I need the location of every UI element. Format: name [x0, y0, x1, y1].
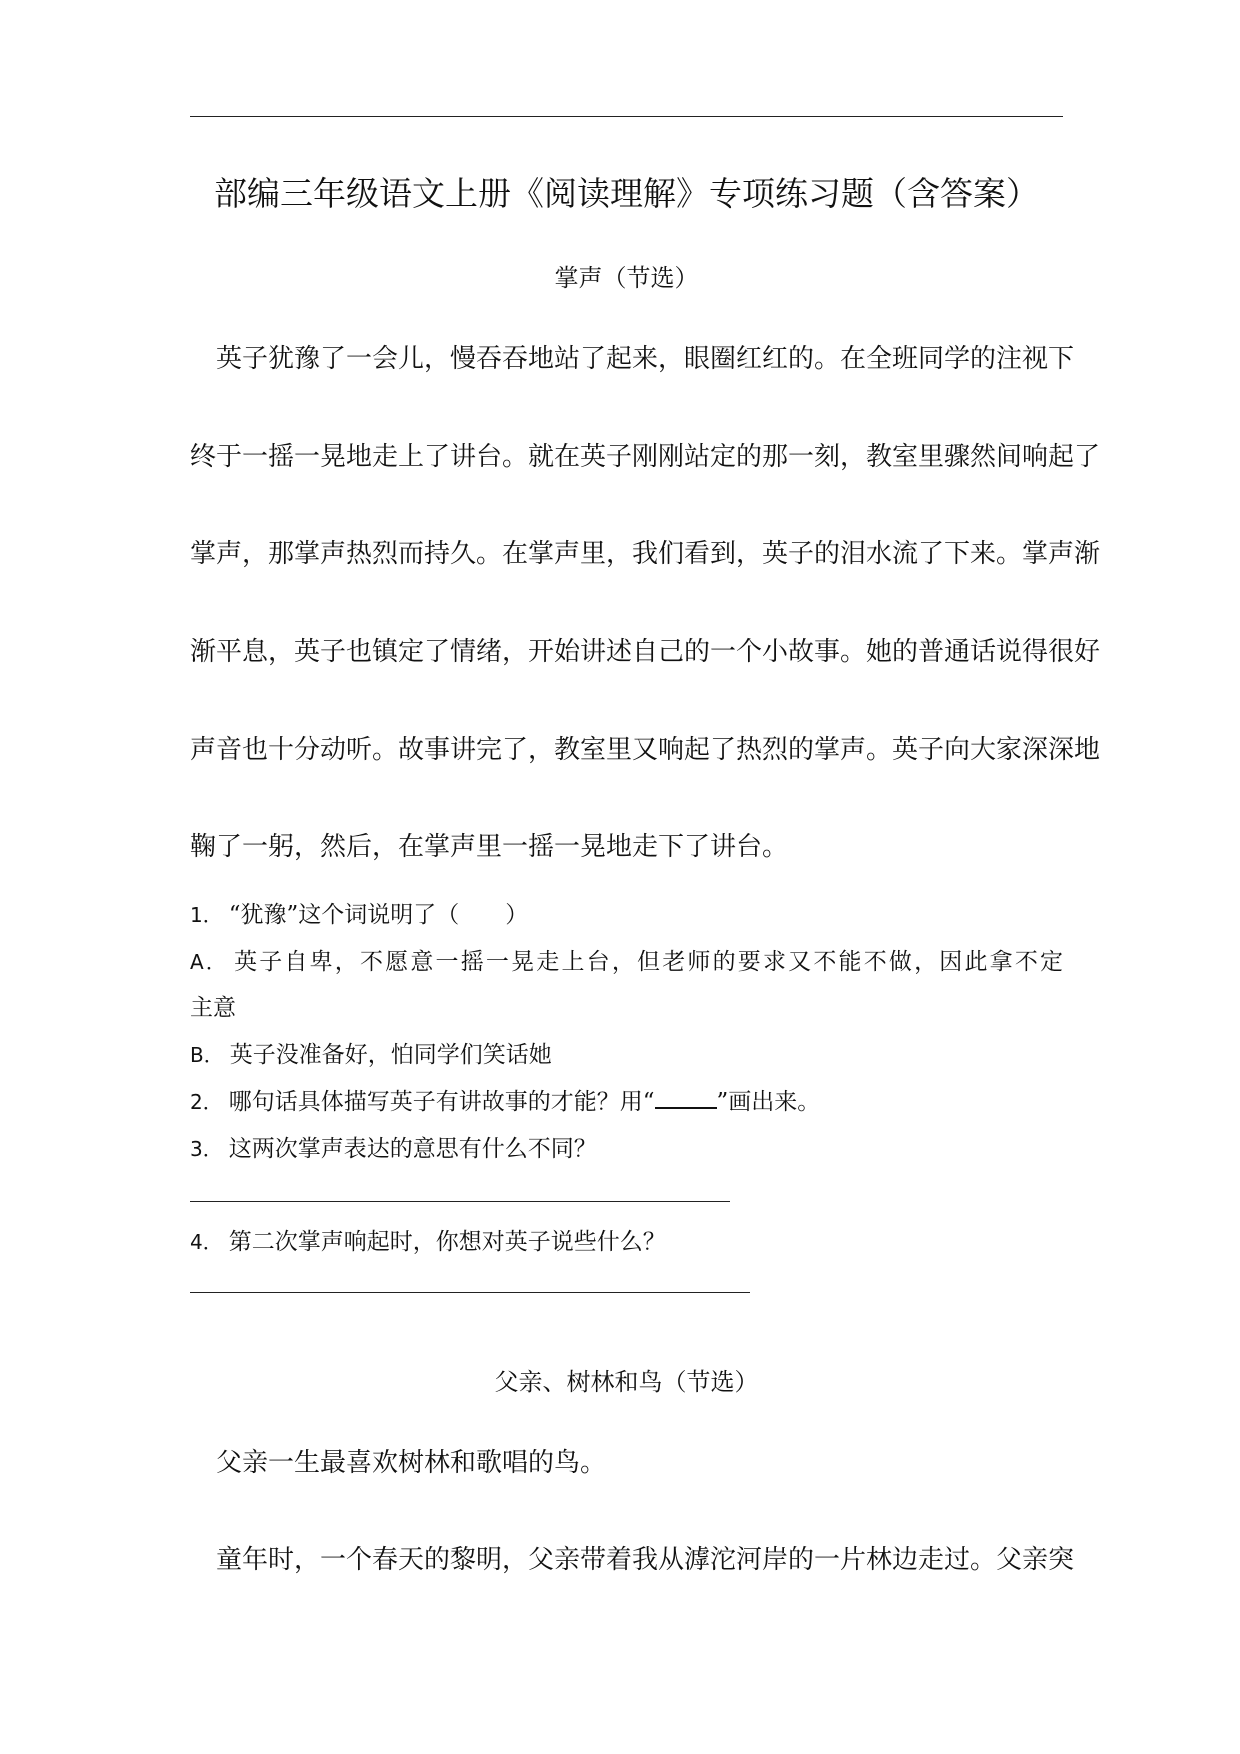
option-label: A． [190, 950, 229, 974]
passage-line: 渐平息，英子也镇定了情绪，开始讲述自己的一个小故事。她的普通话说得很好 [190, 637, 1101, 667]
option-a [190, 946, 1063, 978]
option-text: 英子自卑，不愿意一摇一晃走上台，但老师的要求又不能不做，因此拿不定 [234, 949, 1064, 975]
option-a-continued: 主意 [190, 995, 236, 1021]
question-4 [190, 1226, 1063, 1258]
passage-line: 父亲一生最喜欢树林和歌唱的鸟。 [190, 1448, 607, 1478]
question-number: 3． [190, 1137, 223, 1161]
question-number: 1． [190, 903, 223, 927]
question-1 [190, 899, 1063, 931]
passage-line: 声音也十分动听。故事讲完了，教室里又响起了热烈的掌声。英子向大家深深地 [190, 735, 1101, 765]
question-2 [190, 1086, 1063, 1118]
header-rule [190, 116, 1063, 117]
passage-line: 终于一摇一晃地走上了讲台。就在英子刚刚站定的那一刻，教室里骤然间响起了 [190, 442, 1101, 472]
question-text: 这两次掌声表达的意思有什么不同？ [228, 1136, 597, 1162]
section-heading-father-trees-birds: 父亲、树林和鸟（节选） [494, 1368, 759, 1396]
question-text: 哪句话具体描写英子有讲故事的才能？用“ [228, 1089, 655, 1115]
answer-line-q4[interactable] [190, 1292, 750, 1293]
passage-line: 童年时，一个春天的黎明，父亲带着我从滹沱河岸的一片林边走过。父亲突 [190, 1545, 1075, 1575]
question-3 [190, 1133, 1063, 1165]
question-text-end: ”画出来。 [716, 1089, 821, 1115]
answer-line-q3[interactable] [190, 1201, 730, 1202]
option-text: 英子没准备好，怕同学们笑话她 [229, 1042, 552, 1068]
question-text: 第二次掌声响起时，你想对英子说些什么？ [228, 1229, 666, 1255]
section-heading-applause: 掌声（节选） [554, 264, 699, 292]
underline-sample [655, 1087, 717, 1109]
option-label: B． [190, 1043, 224, 1067]
question-text: “犹豫”这个词说明了（ ） [228, 902, 529, 928]
passage-line: 掌声，那掌声热烈而持久。在掌声里，我们看到，英子的泪水流了下来。掌声渐 [190, 539, 1101, 569]
option-b [190, 1039, 1063, 1071]
document-title: 部编三年级语文上册《阅读理解》专项练习题（含答案） [214, 174, 1039, 213]
passage-line: 鞠了一躬，然后，在掌声里一摇一晃地走下了讲台。 [190, 832, 789, 862]
question-number: 2． [190, 1090, 223, 1114]
passage-line: 英子犹豫了一会儿，慢吞吞地站了起来，眼圈红红的。在全班同学的注视下 [190, 344, 1075, 374]
question-number: 4． [190, 1230, 223, 1254]
